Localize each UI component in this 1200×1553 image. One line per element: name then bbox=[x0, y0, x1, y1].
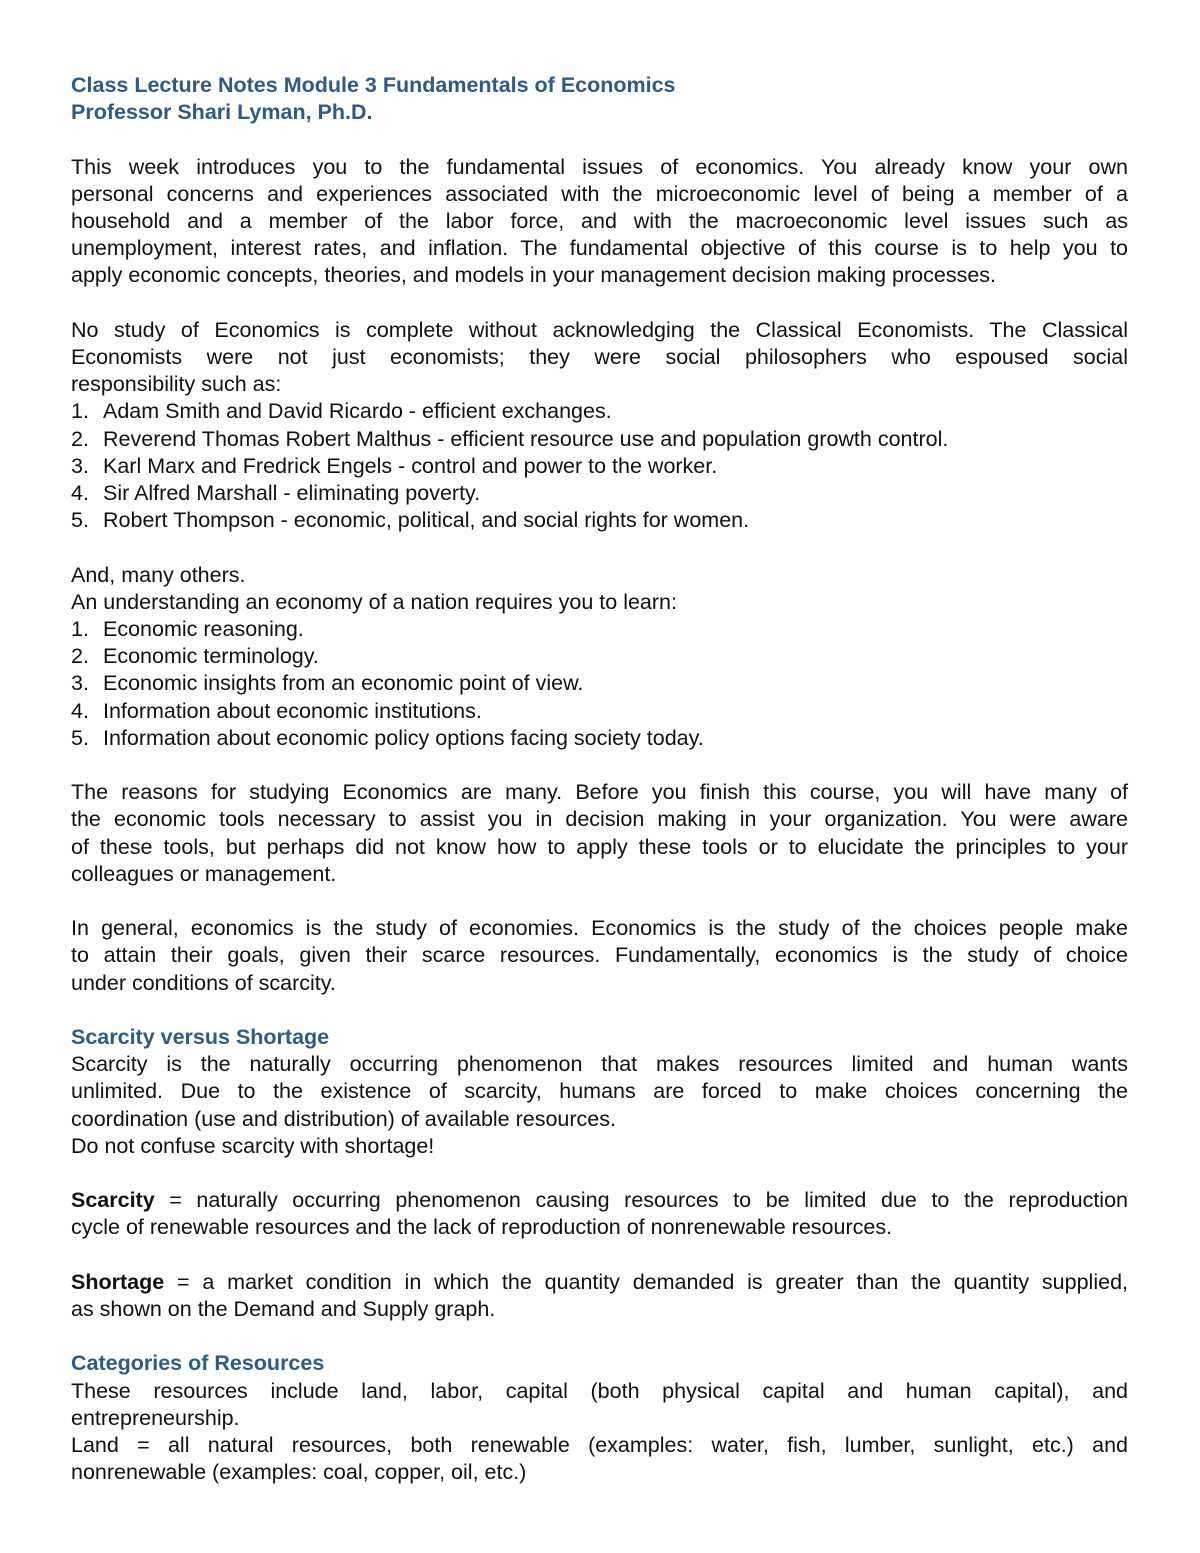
list-text: Karl Marx and Fredrick Engels - control and power to the worker. bbox=[103, 453, 718, 478]
list-item bbox=[71, 507, 1128, 534]
resources-line: entrepreneurship. bbox=[71, 1405, 240, 1430]
resources-heading: Categories of Resources bbox=[71, 1351, 325, 1376]
scarcity-paragraph bbox=[71, 1051, 1128, 1133]
list-number: 1. bbox=[71, 399, 89, 424]
scarcity-line: coordination (use and distribution) of available resources. bbox=[71, 1106, 616, 1131]
learn-list bbox=[71, 616, 1128, 752]
list-text: Reverend Thomas Robert Malthus - efficient resource use and population growth control. bbox=[103, 426, 949, 451]
scarcity-line: Scarcity is the naturally occurring phenomenon that makes resources limited and human wants bbox=[71, 1052, 1128, 1077]
reasons-line: colleagues or management. bbox=[71, 861, 337, 886]
list-text: Information about economic policy options facing society today. bbox=[103, 725, 704, 750]
list-number: 4. bbox=[71, 481, 89, 506]
list-text: Economic terminology. bbox=[103, 644, 319, 669]
list-item bbox=[71, 480, 1128, 507]
scarcity-warning: Do not confuse scarcity with shortage! bbox=[71, 1133, 435, 1158]
classical-line: Economists were not just economists; they were social philosophers who espoused social bbox=[71, 345, 1128, 369]
intro-line: household and a member of the labor force, and with the macroeconomic level issues such as bbox=[71, 209, 1128, 233]
definition-line: as shown on the Demand and Supply graph. bbox=[71, 1297, 496, 1322]
classical-line: No study of Economics is complete without acknowledging the Classical Economists. The Classical bbox=[71, 317, 1128, 342]
reasons-paragraph bbox=[71, 779, 1128, 888]
definition-line: cycle of renewable resources and the lack of reproduction of nonrenewable resources. bbox=[71, 1215, 893, 1240]
list-item bbox=[71, 698, 1128, 725]
list-text: Information about economic institutions. bbox=[103, 698, 482, 723]
resources-paragraph bbox=[71, 1378, 1128, 1487]
list-number: 3. bbox=[71, 671, 89, 696]
shortage-definition bbox=[71, 1269, 1128, 1323]
intro-paragraph bbox=[71, 154, 1128, 290]
list-item bbox=[71, 670, 1128, 697]
list-text: Adam Smith and David Ricardo - efficient exchanges. bbox=[103, 399, 612, 424]
economists-list bbox=[71, 398, 1128, 534]
list-number: 4. bbox=[71, 698, 89, 723]
list-number: 1. bbox=[71, 617, 89, 642]
list-item bbox=[71, 725, 1128, 752]
scarcity-definition bbox=[71, 1187, 1128, 1241]
list-item bbox=[71, 426, 1128, 453]
list-item bbox=[71, 616, 1128, 643]
list-text: Robert Thompson - economic, political, and social rights for women. bbox=[103, 508, 750, 533]
general-paragraph bbox=[71, 915, 1128, 997]
scarcity-line: unlimited. Due to the existence of scarcity, humans are forced to make choices concerning the bbox=[71, 1079, 1128, 1104]
list-number: 3. bbox=[71, 453, 89, 478]
resources-line: nonrenewable (examples: coal, copper, oil, etc.) bbox=[71, 1460, 527, 1485]
definition-text: = naturally occurring phenomenon causing resources to be limited due to the reproduction bbox=[154, 1188, 1128, 1213]
document-page bbox=[71, 72, 1128, 1486]
intro-line: unemployment, interest rates, and inflation. The fundamental objective of this course is to help you to bbox=[71, 236, 1128, 261]
list-text: Economic reasoning. bbox=[103, 617, 304, 642]
document-title: Class Lecture Notes Module 3 Fundamentals of Economics bbox=[71, 73, 676, 97]
general-line: to attain their goals, given their scarce resources. Fundamentally, economics is the study of choice bbox=[71, 943, 1128, 968]
scarcity-heading: Scarcity versus Shortage bbox=[71, 1025, 330, 1050]
reasons-line: the economic tools necessary to assist you in decision making in your organization. You were aware bbox=[71, 807, 1128, 832]
resources-line: These resources include land, labor, capital (both physical capital and human capital), and bbox=[71, 1378, 1128, 1403]
scarcity-term: Scarcity bbox=[71, 1188, 155, 1213]
resources-line: Land = all natural resources, both renewable (examples: water, fish, lumber, sunlight, etc.) and bbox=[71, 1433, 1128, 1458]
list-text: Sir Alfred Marshall - eliminating poverty. bbox=[103, 481, 481, 506]
list-number: 5. bbox=[71, 725, 89, 750]
list-number: 2. bbox=[71, 426, 89, 451]
list-number: 5. bbox=[71, 508, 89, 533]
intro-line: personal concerns and experiences associated with the microeconomic level of being a member of a bbox=[71, 181, 1128, 206]
list-item bbox=[71, 398, 1128, 425]
reasons-line: The reasons for studying Economics are many. Before you finish this course, you will have many of bbox=[71, 780, 1128, 805]
shortage-term: Shortage bbox=[71, 1269, 165, 1294]
list-number: 2. bbox=[71, 644, 89, 669]
intro-line: This week introduces you to the fundamental issues of economics. You already know your own bbox=[71, 154, 1128, 179]
list-text: Economic insights from an economic point of view. bbox=[103, 671, 584, 696]
general-line: In general, economics is the study of economies. Economics is the study of the choices people make bbox=[71, 916, 1128, 941]
general-line: under conditions of scarcity. bbox=[71, 970, 336, 995]
document-author: Professor Shari Lyman, Ph.D. bbox=[71, 100, 373, 125]
definition-text: = a market condition in which the quantity demanded is greater than the quantity supplied, bbox=[164, 1269, 1128, 1294]
intro-line: apply economic concepts, theories, and models in your management decision making processes. bbox=[71, 263, 996, 288]
classical-line: responsibility such as: bbox=[71, 372, 282, 397]
list-item bbox=[71, 643, 1128, 670]
understanding-line: An understanding an economy of a nation requires you to learn: bbox=[71, 589, 677, 614]
reasons-line: of these tools, but perhaps did not know how to apply these tools or to elucidate the principles to your bbox=[71, 834, 1128, 859]
definition-line bbox=[71, 1269, 1128, 1296]
list-item bbox=[71, 453, 1128, 480]
others-line: And, many others. bbox=[71, 562, 246, 587]
definition-line bbox=[71, 1187, 1128, 1214]
classical-paragraph bbox=[71, 317, 1128, 399]
